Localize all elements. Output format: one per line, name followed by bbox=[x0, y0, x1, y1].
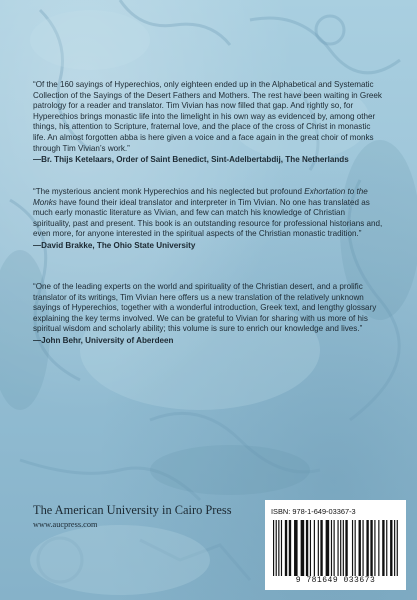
barcode-bar bbox=[281, 520, 282, 576]
review-1 bbox=[33, 80, 383, 166]
barcode-panel bbox=[265, 500, 406, 590]
barcode-bar bbox=[359, 520, 361, 576]
publisher-name: The American University in Cairo Press bbox=[33, 503, 232, 517]
barcode-bar bbox=[334, 520, 335, 576]
barcode-bar bbox=[337, 520, 338, 576]
barcode-bar bbox=[370, 520, 372, 576]
barcode-bar bbox=[326, 520, 330, 576]
review-3-attribution: —John Behr, University of Aberdeen bbox=[33, 335, 174, 345]
barcode-icon bbox=[273, 520, 398, 576]
barcode-bar bbox=[345, 520, 347, 576]
barcode-bar bbox=[352, 520, 353, 576]
review-2-attribution: —David Brakke, The Ohio State University bbox=[33, 240, 196, 250]
barcode-bar bbox=[276, 520, 277, 576]
isbn-label: ISBN: 978-1-649-03367-3 bbox=[271, 507, 356, 516]
publisher-website: www.aucpress.com bbox=[33, 520, 98, 529]
review-2-quote: “The mysterious ancient monk Hyperechios and his neglected but profound Exhortation to the Monks have found their ideal translator and interpreter in Tim Vivian. No one has translated as much early monastic literature as Vivian, and few can match his knowledge of Christian spirituality, past and present. This book is an outstanding resource for professional historians and, even more, for anyone interested in the spiritual aspects of the Christian monastic tradition.” bbox=[33, 187, 383, 239]
review-1-attribution: —Br. Thijs Ketelaars, Order of Saint Benedict, Sint-Adelbertabdij, The Netherlands bbox=[33, 155, 349, 165]
review-3-quote: “One of the leading experts on the world and spirituality of the Christian desert, and a prolific translator of its writings, Tim Vivian here offers us a new translation of the relatively unknown sayings of Hyperechios, together with a wonderful introduction, Greek text, and lengthy glossary explaining the key terms involved. We can be grateful to Vivian for sharing with us more of his spiritual wisdom and scholarly ability; this volume is sure to enrich our knowledge and lives.” bbox=[33, 282, 377, 334]
barcode-bar bbox=[343, 520, 344, 576]
review-3 bbox=[33, 282, 383, 347]
barcode-bar bbox=[386, 520, 387, 576]
barcode-bar bbox=[285, 520, 287, 576]
barcode-bar bbox=[320, 520, 322, 576]
barcode-bar bbox=[294, 520, 298, 576]
barcode-bar bbox=[289, 520, 291, 576]
barcode-bar bbox=[310, 520, 311, 576]
barcode-bar bbox=[306, 520, 308, 576]
review-2 bbox=[33, 187, 383, 252]
barcode-bar bbox=[390, 520, 392, 576]
barcode-digits: 9 781649 033673 bbox=[295, 576, 376, 585]
barcode-bar bbox=[273, 520, 274, 576]
barcode-bar bbox=[397, 520, 398, 576]
barcode-bar bbox=[382, 520, 384, 576]
barcode-bar bbox=[362, 520, 363, 576]
barcode-bar bbox=[301, 520, 305, 576]
barcode-bar bbox=[314, 520, 315, 576]
barcode-bar bbox=[278, 520, 279, 576]
barcode-bar bbox=[394, 520, 395, 576]
review-1-quote: “Of the 160 sayings of Hyperechios, only eighteen ended up in the Alphabetical and Systematic Collection of the Sayings of the Desert Fathers and Mothers. The rest have been waiting in Greek patrology for a reader and translator. Tim Vivian has now filled that gap. And rightly so, for Hyperechios brings monastic life into the limelight in his own way as evidenced by, among other things, his attention to Scripture, fraternal love, and the place of the cross of Christ in monastic life. An almost forgotten abba is here given a voice and a face again in the great choir of monks through Tim Vivian’s work.” bbox=[33, 80, 382, 153]
barcode-bar bbox=[378, 520, 379, 576]
barcode-bar bbox=[340, 520, 341, 576]
barcode-bar bbox=[331, 520, 332, 576]
barcode-bar bbox=[374, 520, 375, 576]
barcode-bar bbox=[318, 520, 319, 576]
barcode-bar bbox=[366, 520, 368, 576]
barcode-bar bbox=[355, 520, 356, 576]
